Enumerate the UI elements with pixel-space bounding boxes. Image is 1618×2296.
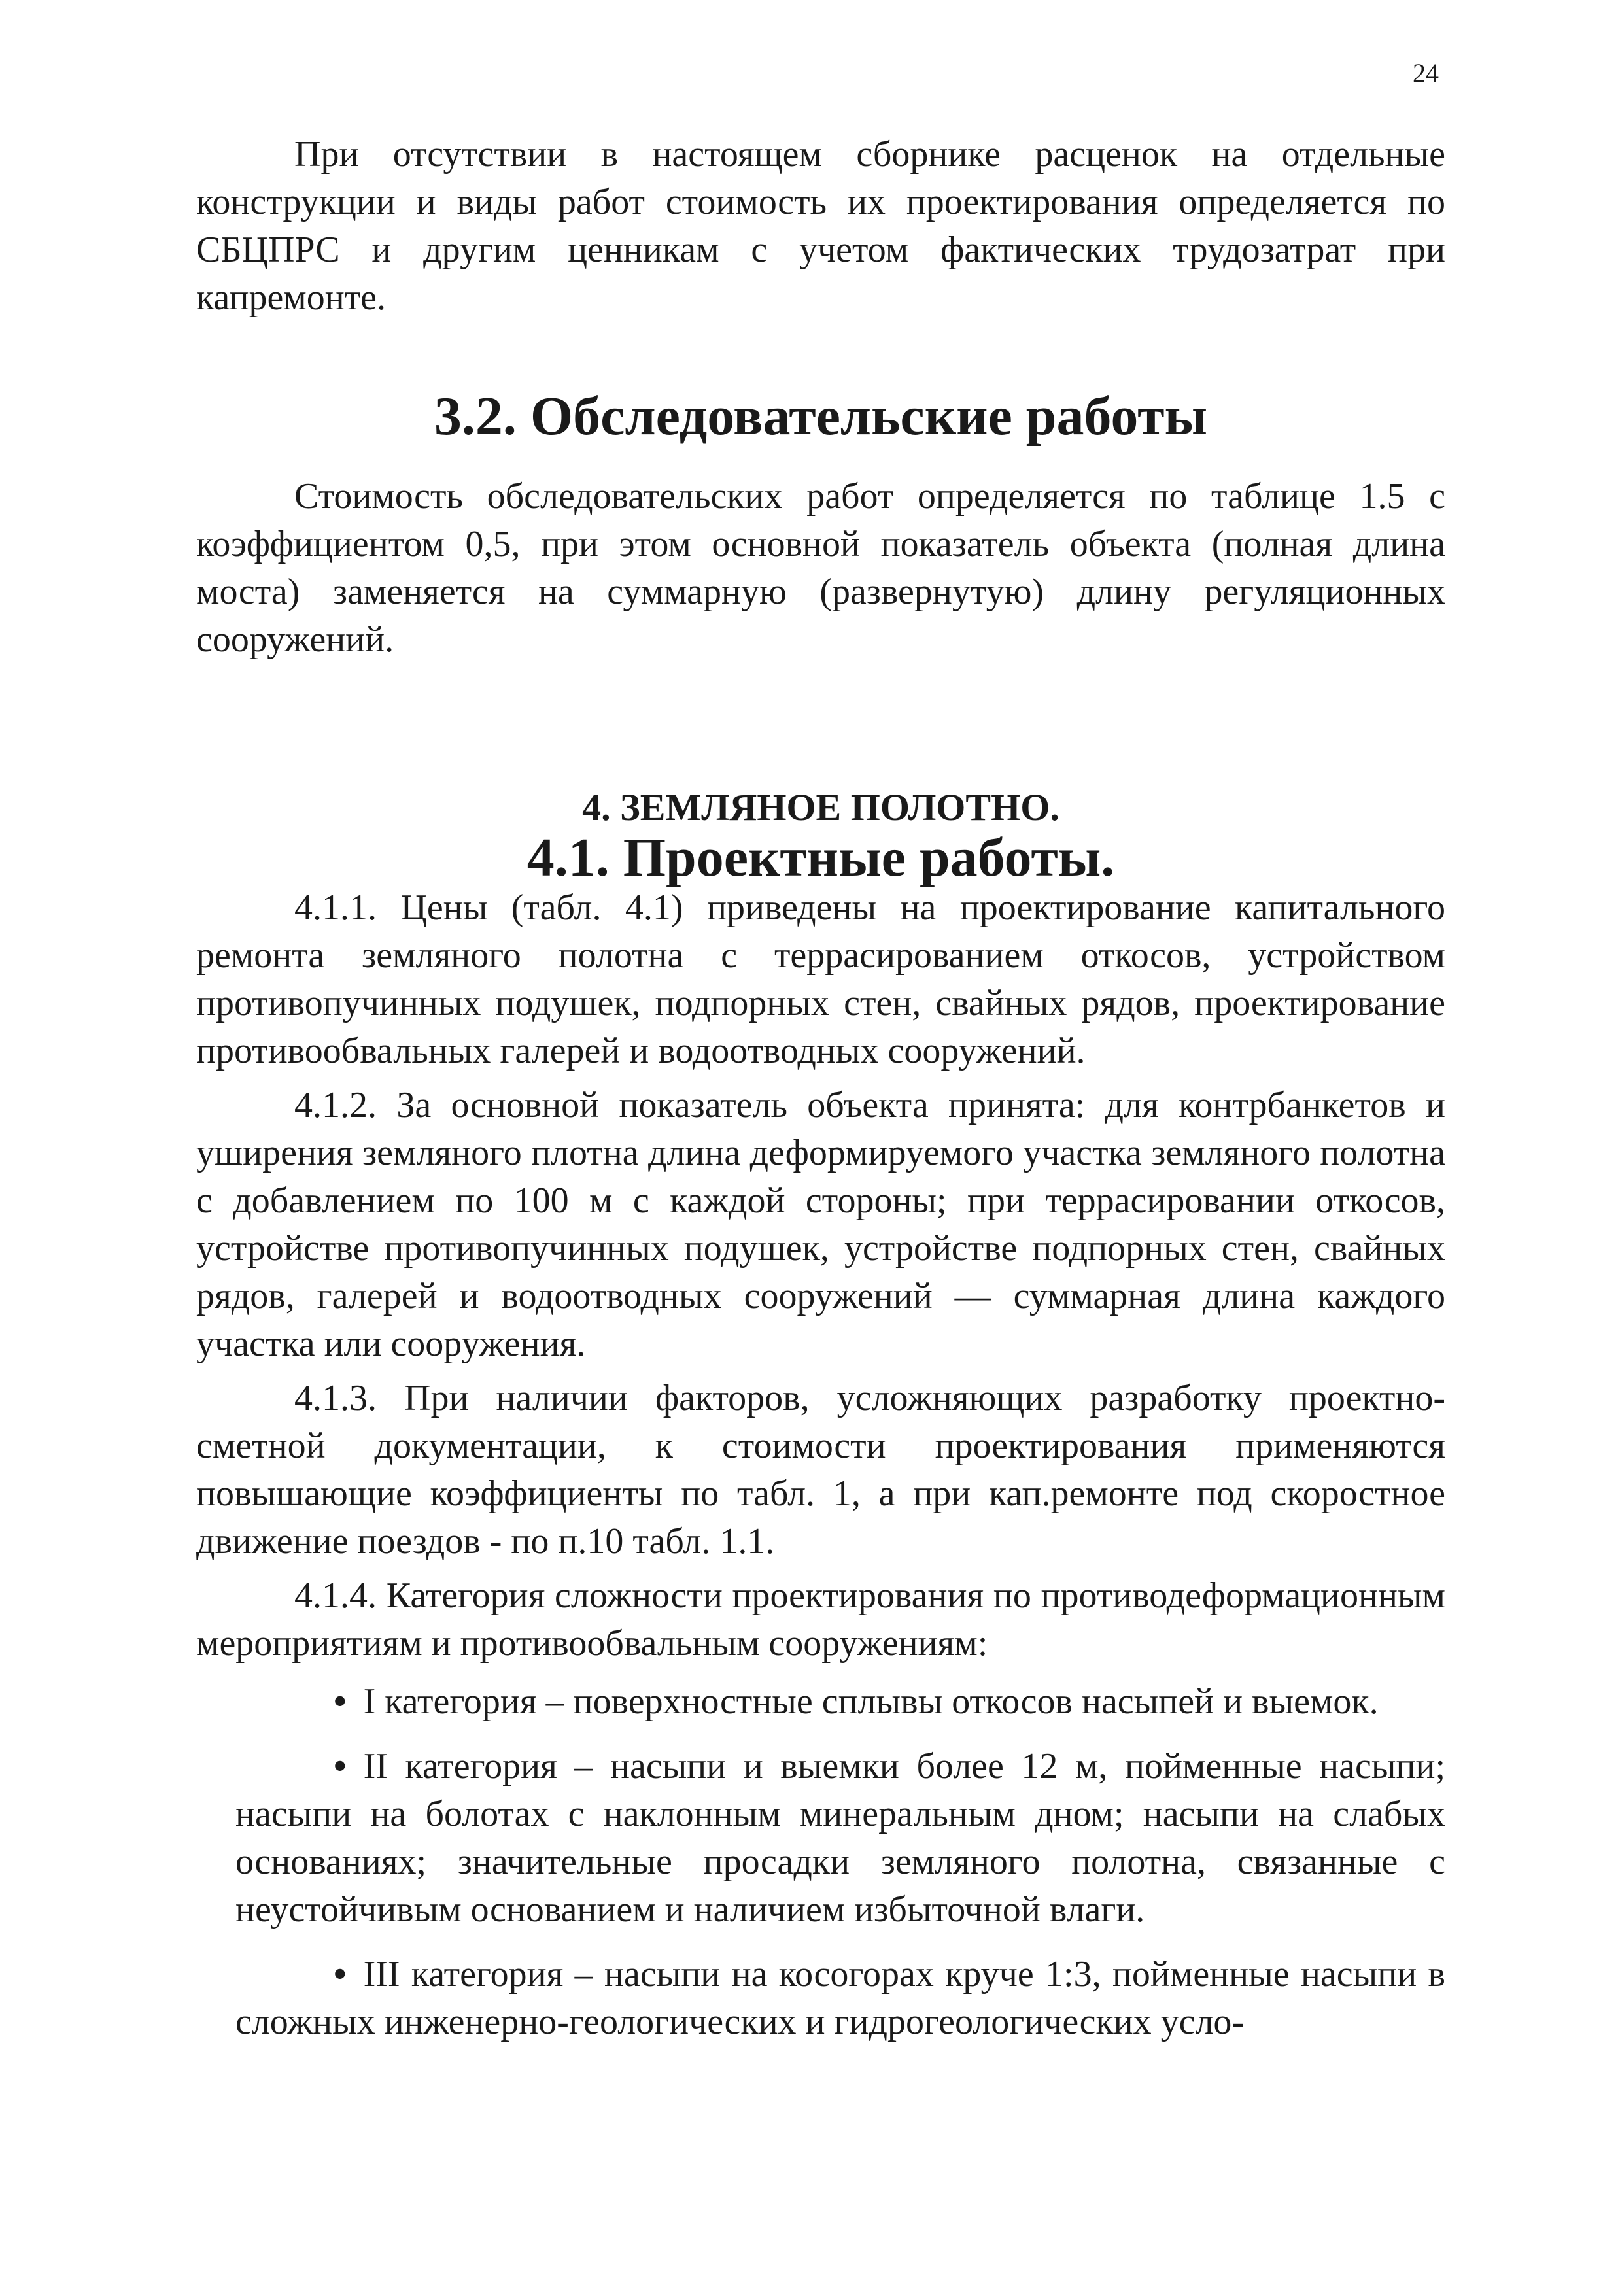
paragraph-4-1-2: 4.1.2. За основной показатель объекта принята: для контрбанкетов и уширения земляного плотна длина деформируемого участка земляного полотна с добавлением по 100 м с каждой стороны; при террасировании откосов, устройстве противопучинных подушек, устройстве подпорных стен, свайных рядов, галерей и водоотводных сооружений — суммарная длина каждого участка или сооружения. [196, 1085, 1445, 1364]
list-item-category-1 [235, 1678, 1445, 1726]
paragraph-4-1-4: 4.1.4. Категория сложности проектирования по противодеформационным мероприятиям и противообвальным сооружениям: [196, 1575, 1445, 1664]
bullet-icon: • [334, 1954, 347, 1995]
bullet-icon: • [334, 1746, 347, 1787]
list-item-text: I категория – поверхностные сплывы откосов насыпей и выемок. [363, 1681, 1379, 1722]
page-number: 24 [1413, 58, 1439, 88]
spacer [196, 1368, 1445, 1375]
spacer [196, 664, 1445, 783]
spacer [196, 322, 1445, 392]
section-4-1-heading: 4.1. Проектные работы. [526, 827, 1115, 888]
bullet-icon: • [334, 1681, 347, 1722]
category-list [196, 1678, 1445, 2046]
spacer [196, 1668, 1445, 1678]
list-item-text: II категория – насыпи и выемки более 12 м, пойменные насыпи; насыпи на болотах с наклонным минеральным дном; насыпи на слабых основаниях; значительные просадки земляного полотна, связанные с неустойчивым основанием и наличием избыточной влаги. [235, 1746, 1445, 1930]
paragraph-4-1-3: 4.1.3. При наличии факторов, усложняющих разработку проектно-сметной документации, к стоимости проектирования применяются повышающие коэффициенты по табл. 1, а при кап.ремонте под скоростное движение поездов - по п.10 табл. 1.1. [196, 1378, 1445, 1562]
list-item-text: III категория – насыпи на косогорах круче 1:3, пойменные насыпи в сложных инженерно-геологических и гидрогеологических усло- [235, 1954, 1445, 2042]
spacer [196, 1566, 1445, 1572]
intro-paragraph: При отсутствии в настоящем сборнике расценок на отдельные конструкции и виды работ стоимость их проектирования определяется по СБЦПРС и другим ценникам с учетом фактических трудозатрат при капремонте. [196, 134, 1445, 318]
list-item-category-3 [235, 1951, 1445, 2046]
list-item-category-2 [235, 1743, 1445, 1934]
section-4-heading: 4. ЗЕМЛЯНОЕ ПОЛОТНО. [582, 786, 1059, 829]
paragraph-4-1-1: 4.1.1. Цены (табл. 4.1) приведены на проектирование капитального ремонта земляного полотна с террасированием откосов, устройством противопучинных подушек, подпорных стен, свайных рядов, проектирование противообвальных галерей и водоотводных сооружений. [196, 887, 1445, 1071]
section-3-2-heading: 3.2. Обследовательские работы [434, 386, 1208, 447]
spacer [196, 1075, 1445, 1082]
document-body [196, 131, 1445, 2046]
section-3-2-paragraph: Стоимость обследовательских работ определяется по таблице 1.5 с коэффициентом 0,5, при этом основной показатель объекта (полная длина моста) заменяется на суммарную (развернутую) длину регуляционных сооружений. [196, 476, 1445, 660]
